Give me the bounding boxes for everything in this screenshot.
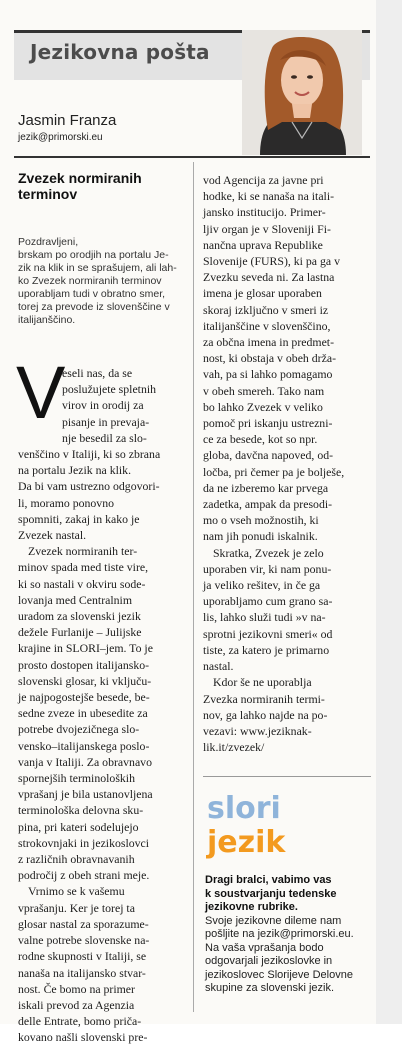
body-line: v obeh smereh. Tako nam <box>203 383 325 398</box>
body-line: kovano našli slovenski pre- <box>18 1030 148 1045</box>
body-line: za občna imena in predmet- <box>203 335 335 350</box>
body-line: Slovenije (FURS), ki pa ga v <box>203 254 340 269</box>
body-line: dežele Furlanije – Julijske <box>18 625 142 640</box>
body-line: globa, davčna napoved, od- <box>203 448 334 463</box>
body-line: nje besedil za slo- <box>62 430 147 445</box>
slori-logo-image <box>205 790 345 860</box>
body-line: minov spada med tiste vire, <box>18 560 149 575</box>
body-line: ljiv organ je v Sloveniji Fi- <box>203 221 331 236</box>
body-line: vanja v Italiji. Za obravnavo <box>18 754 152 769</box>
body-line: poslužujete spletnih <box>62 382 157 397</box>
logo-jezik-text: jezik <box>207 825 286 860</box>
author-portrait-image <box>242 30 362 155</box>
body-line: ki so nastali v okviru sode- <box>18 576 146 591</box>
author-name: Jasmin Franza <box>18 112 117 129</box>
header-rule <box>14 156 370 158</box>
promo-line: Svoje jezikovne dileme nam <box>205 914 342 927</box>
body-line: valne potrebe slovenske na- <box>18 933 150 948</box>
rubric-title: Jezikovna pošta <box>30 40 210 64</box>
body-line: ja veliko rešitev, in če ga <box>203 578 321 593</box>
body-line: eseli nas, da se <box>62 366 133 380</box>
article-title-line: terminov <box>18 186 78 202</box>
body-line: delle Entrate, bomo priča- <box>18 1014 142 1029</box>
body-line: vensko–italijanskega poslo- <box>18 738 150 753</box>
body-line: virov in orodij za <box>62 398 144 413</box>
body-line: italijanščine v slovenščino, <box>203 318 331 333</box>
body-line: Zvezka normiranih termi- <box>203 691 325 706</box>
body-line: krajine in SLORI–jem. To je <box>18 641 153 656</box>
body-line: venščino v Italiji, ki so zbrana <box>18 447 161 461</box>
promo-line: odgovarjali jezikoslovke in <box>205 955 333 967</box>
body-line: mo o vseh možnostih, ki <box>203 513 319 528</box>
article-title-line: Zvezek normiranih <box>18 170 142 186</box>
page-margin <box>376 0 402 1024</box>
body-line: z različnih obravnavanih <box>18 852 135 867</box>
body-line: Zvezek nastal. <box>18 528 87 543</box>
question-line: brskam po orodjih na portalu Je- <box>18 249 169 261</box>
body-line: skoraj izključno v smeri iz <box>203 302 329 317</box>
promo-line: jezikoslovec Slorijeve Delovne <box>205 968 353 981</box>
body-line: je najpogostejše besede, be- <box>18 690 150 705</box>
body-line: nančna uprava Republike <box>203 237 323 252</box>
body-line: rodne skupnosti v Italiji, se <box>18 949 147 964</box>
answer-column-1 <box>18 446 194 1046</box>
body-line: nost, ki obstaja v obeh drža- <box>203 351 337 366</box>
promo-rule <box>203 776 371 777</box>
answer-column-2 <box>203 172 373 755</box>
body-line: lik.it/zvezek/ <box>203 740 265 755</box>
author-photo <box>242 30 362 155</box>
body-line: bo lahko Zvezek v veliko <box>203 399 323 414</box>
body-line: spomniti, zakaj in kako je <box>18 511 140 526</box>
body-line: terminološka delovna sku- <box>18 803 144 818</box>
body-line: vezavi: www.jeziknak- <box>203 723 312 738</box>
body-line: vprašanju. Ker je torej ta <box>18 900 135 915</box>
body-line: na portalu Jezik na klik. <box>18 463 132 478</box>
promo-line: pošljite na jezik@primorski.eu. <box>205 928 354 940</box>
reader-question <box>18 236 194 327</box>
body-line: prosto dostopen italijansko- <box>18 657 150 672</box>
question-line: Pozdravljeni, <box>18 236 79 248</box>
body-line: iskali prevod za Agenzia <box>18 997 135 1012</box>
body-line: sedne zveze in ubesedite za <box>18 706 148 721</box>
body-line: li, moramo ponovno <box>18 495 115 510</box>
drop-cap-letter: V <box>16 351 66 434</box>
promo-line: Na vaša vprašanja bodo <box>205 941 324 954</box>
body-line: Zvezku seveda ni. Za lastna <box>203 270 335 285</box>
body-line: nanaša na italijansko stvar- <box>18 965 146 980</box>
body-line: spornejših terminoloških <box>18 771 135 786</box>
body-line: lis, lahko služi tudi »v na- <box>203 610 326 625</box>
body-line: nam jih ponudi iskalnik. <box>203 529 318 544</box>
question-line: italijanščino. <box>18 314 76 326</box>
body-line: jansko institucijo. Primer- <box>203 205 326 220</box>
body-line: hodke, ki se nanaša na itali- <box>203 189 335 204</box>
slori-jezik-logo <box>205 790 345 860</box>
article-title <box>18 170 193 202</box>
body-line: uporaben vir, ki nam ponu- <box>203 561 332 576</box>
logo-slori-text: slori <box>207 791 281 826</box>
body-line: Kdor še ne uporablja <box>213 675 312 690</box>
promo-headline-line: Dragi bralci, vabimo vas <box>205 874 332 886</box>
body-line: Skratka, Zvezek je zelo <box>213 545 324 560</box>
body-line: nastal. <box>203 659 234 674</box>
body-line: potrebe dvojezičnega slo- <box>18 722 140 737</box>
body-line: nov, ga lahko najde na po- <box>203 707 328 722</box>
body-line: zadetka, ampak da presodi- <box>203 497 333 512</box>
body-line: vod Agencija za javne pri <box>203 173 324 187</box>
body-line: ločba, pri čemer pa je bolješe, <box>203 464 345 479</box>
body-line: da ne izberemo kar prvega <box>203 480 329 495</box>
body-line: strokovnjaki in jezikoslovci <box>18 835 150 850</box>
promo-box <box>205 874 375 996</box>
body-line: Zvezek normiranih ter- <box>28 544 138 559</box>
body-line: področij z obeh strani meje. <box>18 868 150 883</box>
promo-headline-line: jezikovne rubrike. <box>205 901 298 913</box>
answer-column-1-top <box>62 365 194 446</box>
body-line: vprašanj je bila ustanovljena <box>18 787 153 802</box>
body-line: Da bi vam ustrezno odgovori- <box>18 479 160 494</box>
question-line: uporabljam tudi v obratno smer, <box>18 288 166 300</box>
promo-line: skupine za slovenski jezik. <box>205 982 335 994</box>
body-line: tiste, za katero je primarno <box>203 642 330 657</box>
body-line: glosar nastal za sporazume- <box>18 916 149 931</box>
body-line: uporabljamo cum grano sa- <box>203 594 333 609</box>
body-line: sprotni jezikovni smeri« od <box>203 626 333 641</box>
body-line: Vrnimo se k vašemu <box>28 884 125 899</box>
question-line: zik na klik in se sprašujem, ali lah- <box>18 262 177 274</box>
body-line: pisanje in prevaja- <box>62 414 150 429</box>
body-line: ce za besede, kot so npr. <box>203 432 318 447</box>
body-line: pomoč pri iskanju ustrezni- <box>203 416 333 431</box>
question-line: ko Zvezek normiranih terminov <box>18 275 162 287</box>
promo-headline-line: k soustvarjanju tedenske <box>205 887 337 900</box>
body-line: lovanja med Centralnim <box>18 592 133 607</box>
question-line: torej za prevode iz slovenščine v <box>18 301 170 313</box>
author-email: jezik@primorski.eu <box>18 132 103 143</box>
body-line: imena je glosar uporaben <box>203 286 322 301</box>
body-line: nost. Če bomo na primer <box>18 981 135 996</box>
body-line: vah, pa si lahko pomagamo <box>203 367 333 382</box>
body-line: uradom za slovenski jezik <box>18 609 141 624</box>
body-line: slovenski glosar, ki vključu- <box>18 673 152 688</box>
body-line: pina, pri kateri sodelujejo <box>18 819 139 834</box>
